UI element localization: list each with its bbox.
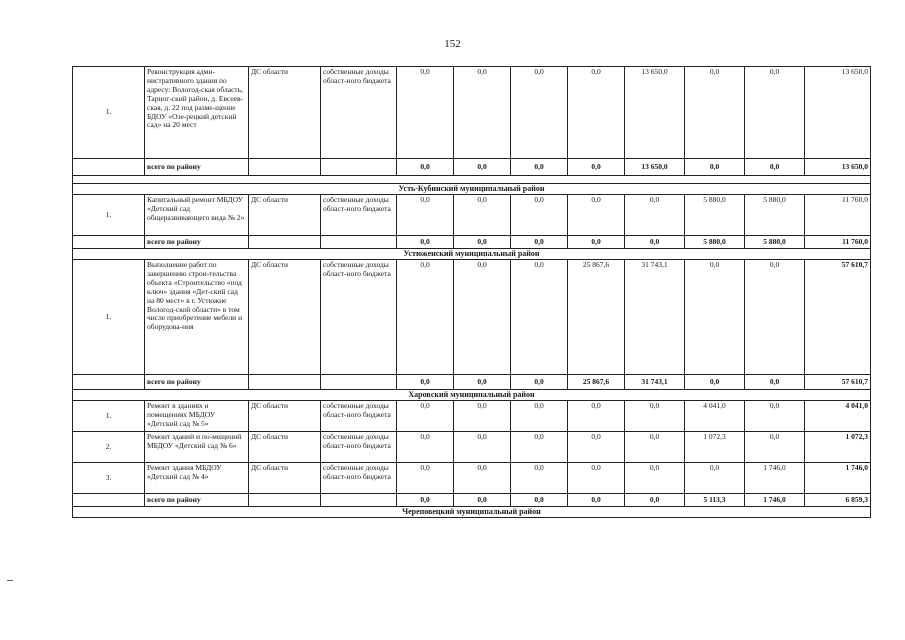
row-index: 1. xyxy=(73,195,145,236)
value-cell: 0,0 xyxy=(685,67,745,159)
value-cell: 0,0 xyxy=(511,401,568,432)
value-cell: 0,0 xyxy=(685,260,745,375)
value-cell: 13 650,0 xyxy=(625,159,685,176)
value-cell: 4 041,0 xyxy=(805,401,871,432)
value-cell: 0,0 xyxy=(745,67,805,159)
object-name: Ремонт в зданиях и помещениях МБДОУ «Детский сад № 5» xyxy=(145,401,249,432)
value-cell: 11 760,0 xyxy=(805,195,871,236)
table-row xyxy=(73,260,871,375)
value-cell: 0,0 xyxy=(397,494,454,507)
value-cell: 0,0 xyxy=(454,260,511,375)
total-label: всего по району xyxy=(145,494,249,507)
value-cell: 0,0 xyxy=(454,236,511,249)
object-name: Капитальный ремонт МБДОУ «Детский сад общеразвивающего вида № 2» xyxy=(145,195,249,236)
object-name: Ремонт здания МБДОУ «Детский сад № 4» xyxy=(145,463,249,494)
table-row xyxy=(73,401,871,432)
value-cell: 13 650,0 xyxy=(625,67,685,159)
value-cell: 0,0 xyxy=(625,195,685,236)
value-cell: 0,0 xyxy=(397,432,454,463)
district-title: Усть-Кубинский муниципальный район xyxy=(73,184,871,195)
value-cell: 0,0 xyxy=(511,159,568,176)
value-cell: 6 859,3 xyxy=(805,494,871,507)
value-cell: 1 746,0 xyxy=(805,463,871,494)
table-row-total xyxy=(73,159,871,176)
funding-type: собственные доходы област-ного бюджета xyxy=(321,260,397,375)
budget-table xyxy=(72,66,871,518)
value-cell: 0,0 xyxy=(397,375,454,390)
table-row xyxy=(73,432,871,463)
district-header xyxy=(73,249,871,260)
row-index: 3. xyxy=(73,463,145,494)
value-cell: 1 746,0 xyxy=(745,494,805,507)
value-cell: 0,0 xyxy=(511,195,568,236)
value-cell: 0,0 xyxy=(454,195,511,236)
value-cell: 11 760,0 xyxy=(805,236,871,249)
value-cell: 31 743,1 xyxy=(625,260,685,375)
funding-type: собственные доходы област-ного бюджета xyxy=(321,432,397,463)
value-cell: 0,0 xyxy=(625,463,685,494)
value-cell: 1 072,3 xyxy=(685,432,745,463)
value-cell: 57 610,7 xyxy=(805,260,871,375)
value-cell: 0,0 xyxy=(454,375,511,390)
page-number: 152 xyxy=(444,38,461,50)
total-label: всего по району xyxy=(145,375,249,390)
value-cell: 0,0 xyxy=(568,195,625,236)
value-cell: 0,0 xyxy=(454,401,511,432)
value-cell: 0,0 xyxy=(685,463,745,494)
funding-type: собственные доходы област-ного бюджета xyxy=(321,463,397,494)
district-title: Харовский муниципальный район xyxy=(73,390,871,401)
value-cell: 0,0 xyxy=(454,67,511,159)
district-header xyxy=(73,184,871,195)
value-cell: 0,0 xyxy=(511,375,568,390)
row-index: 2. xyxy=(73,432,145,463)
value-cell: 0,0 xyxy=(397,401,454,432)
value-cell: 0,0 xyxy=(745,260,805,375)
value-cell: 0,0 xyxy=(685,375,745,390)
funding-source: ДС области xyxy=(249,260,321,375)
value-cell: 0,0 xyxy=(397,159,454,176)
value-cell: 0,0 xyxy=(454,463,511,494)
value-cell: 0,0 xyxy=(511,463,568,494)
value-cell: 0,0 xyxy=(397,195,454,236)
value-cell: 4 041,0 xyxy=(685,401,745,432)
value-cell: 0,0 xyxy=(745,375,805,390)
value-cell: 0,0 xyxy=(625,494,685,507)
value-cell: 0,0 xyxy=(397,463,454,494)
value-cell: 0,0 xyxy=(397,260,454,375)
table-row-total xyxy=(73,236,871,249)
table-row xyxy=(73,67,871,159)
value-cell: 0,0 xyxy=(511,260,568,375)
value-cell: 25 867,6 xyxy=(568,375,625,390)
value-cell: 0,0 xyxy=(511,236,568,249)
value-cell: 0,0 xyxy=(511,494,568,507)
district-title: Устюженский муниципальный район xyxy=(73,249,871,260)
value-cell: 0,0 xyxy=(511,67,568,159)
value-cell: 5 880,0 xyxy=(685,236,745,249)
scan-mark xyxy=(7,580,13,581)
value-cell: 0,0 xyxy=(397,67,454,159)
district-header xyxy=(73,390,871,401)
object-name: Реконструкция адми-нистративного здания по адресу: Вологод-ская область, Тарног-ский район, д. Евсеев-ская, д. 22 под разме-щение БДОУ «Озе-рецкий детский сад» на 20 мест xyxy=(145,67,249,159)
value-cell: 0,0 xyxy=(568,463,625,494)
value-cell: 0,0 xyxy=(568,432,625,463)
value-cell: 1 746,0 xyxy=(745,463,805,494)
funding-source: ДС области xyxy=(249,401,321,432)
value-cell: 0,0 xyxy=(625,401,685,432)
value-cell: 0,0 xyxy=(454,432,511,463)
total-label: всего по району xyxy=(145,236,249,249)
funding-source: ДС области xyxy=(249,195,321,236)
table-row-total xyxy=(73,375,871,390)
table-row xyxy=(73,195,871,236)
funding-type: собственные доходы област-ного бюджета xyxy=(321,195,397,236)
value-cell: 5 880,0 xyxy=(745,236,805,249)
budget-table-sheet xyxy=(72,66,870,518)
value-cell: 31 743,1 xyxy=(625,375,685,390)
object-name: Ремонт зданий и по-мещений МБДОУ «Детский сад № 6» xyxy=(145,432,249,463)
row-index: 1. xyxy=(73,67,145,159)
funding-type: собственные доходы област-ного бюджета xyxy=(321,67,397,159)
value-cell: 5 113,3 xyxy=(685,494,745,507)
funding-type: собственные доходы област-ного бюджета xyxy=(321,401,397,432)
value-cell: 13 650,0 xyxy=(805,159,871,176)
object-name: Выполнение работ по завершению строи-тельства объекта «Строительство «под ключ» здания «Дет-ский сад на 80 мест» в г. Устюжне Вологод-ской области» в том числе приобретение мебели и оборудова-ния xyxy=(145,260,249,375)
value-cell: 0,0 xyxy=(568,159,625,176)
value-cell: 5 880,0 xyxy=(685,195,745,236)
value-cell: 13 650,0 xyxy=(805,67,871,159)
funding-source: ДС области xyxy=(249,67,321,159)
table-row-total xyxy=(73,494,871,507)
value-cell: 5 880,0 xyxy=(745,195,805,236)
value-cell: 0,0 xyxy=(568,67,625,159)
value-cell: 0,0 xyxy=(745,159,805,176)
table-row xyxy=(73,463,871,494)
funding-source: ДС области xyxy=(249,463,321,494)
value-cell: 0,0 xyxy=(568,494,625,507)
value-cell: 0,0 xyxy=(745,401,805,432)
funding-source: ДС области xyxy=(249,432,321,463)
district-title: Череповецкий муниципальный район xyxy=(73,507,871,518)
value-cell: 0,0 xyxy=(568,236,625,249)
value-cell: 0,0 xyxy=(745,432,805,463)
total-label: всего по району xyxy=(145,159,249,176)
value-cell: 0,0 xyxy=(625,432,685,463)
value-cell: 0,0 xyxy=(454,159,511,176)
value-cell: 0,0 xyxy=(625,236,685,249)
value-cell: 57 610,7 xyxy=(805,375,871,390)
value-cell: 0,0 xyxy=(397,236,454,249)
district-header xyxy=(73,507,871,518)
row-index: 1. xyxy=(73,401,145,432)
value-cell: 25 867,6 xyxy=(568,260,625,375)
value-cell: 0,0 xyxy=(511,432,568,463)
value-cell: 0,0 xyxy=(685,159,745,176)
value-cell: 1 072,3 xyxy=(805,432,871,463)
value-cell: 0,0 xyxy=(454,494,511,507)
row-index: 1. xyxy=(73,260,145,375)
value-cell: 0,0 xyxy=(568,401,625,432)
